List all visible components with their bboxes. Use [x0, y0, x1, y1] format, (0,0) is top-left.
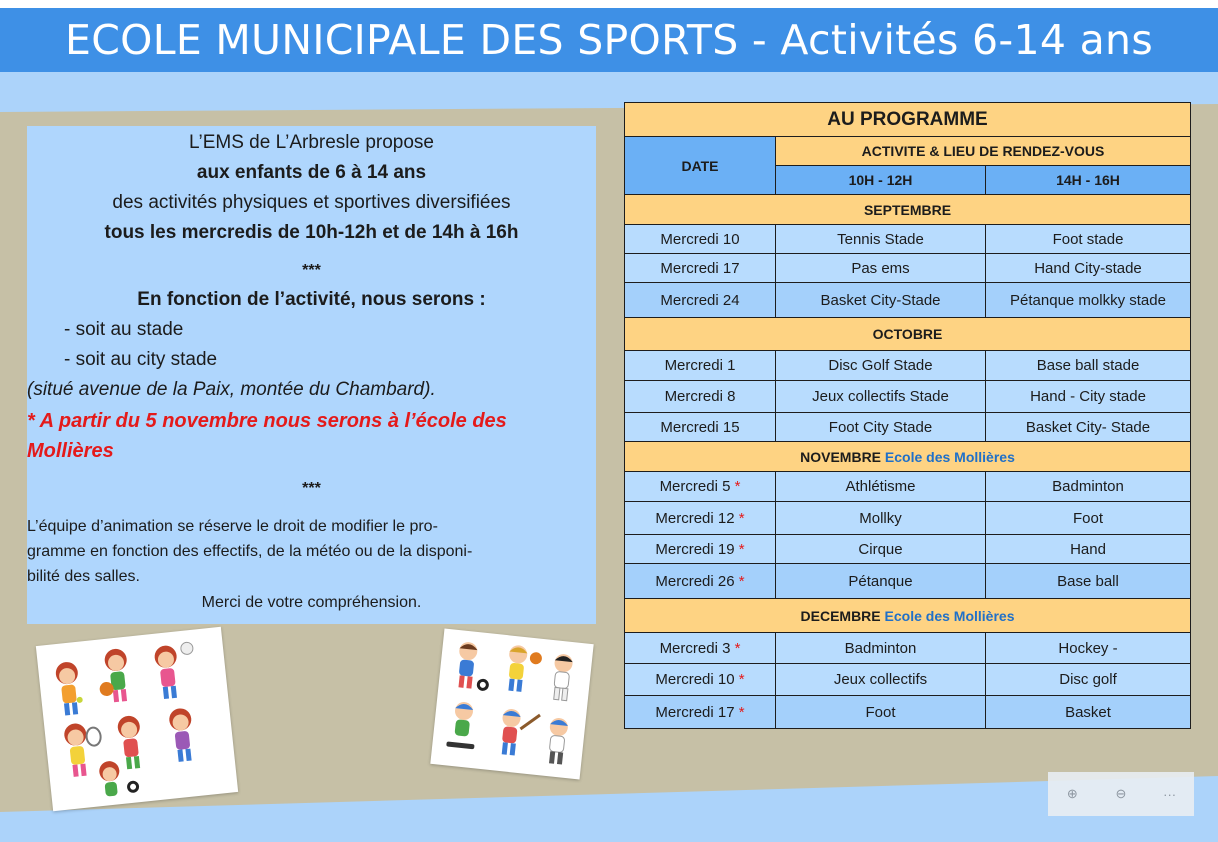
asterisk: *	[734, 478, 741, 495]
row-date	[625, 664, 776, 696]
intro-line-6: - soit au stade	[64, 319, 184, 340]
row-date-label: Mercredi 12	[655, 509, 735, 527]
girl-figure	[98, 758, 139, 797]
row-am: Pétanque	[776, 564, 986, 599]
col-date-header: DATE	[625, 137, 776, 195]
row-date: Mercredi 15	[625, 413, 776, 442]
month-name: NOVEMBRE	[800, 448, 882, 465]
girl-figure	[96, 648, 131, 704]
row-am: Foot City Stade	[776, 413, 986, 442]
girl-figure	[117, 715, 144, 770]
row-date-label: Mercredi 19	[655, 540, 735, 558]
programme-table	[624, 102, 1191, 729]
month-location: Ecole des Mollières	[884, 607, 1015, 624]
girl-figure	[55, 661, 84, 716]
col-pm-header: 14H - 16H	[986, 166, 1191, 195]
row-am: Badminton	[776, 633, 986, 664]
notice-line-1: * A partir du 5 novembre nous serons à l’école des	[27, 410, 507, 432]
row-date-label: Mercredi 3	[659, 639, 731, 657]
intro-line-3: des activités physiques et sportives diversifiées	[112, 192, 511, 213]
row-pm: Badminton	[986, 472, 1191, 502]
row-date: Mercredi 1	[625, 351, 776, 381]
row-am: Jeux collectifs	[776, 664, 986, 696]
col-activity-header: ACTIVITE & LIEU DE RENDEZ-VOUS	[776, 137, 1191, 166]
boy-figure	[505, 644, 543, 693]
row-date-label: Mercredi 17	[655, 703, 735, 721]
boy-figure	[546, 717, 569, 765]
row-date-label: Mercredi 10	[655, 671, 735, 688]
more-options-icon[interactable]: ···	[1163, 786, 1177, 802]
row-am: Pas ems	[776, 254, 986, 283]
month-header-december	[625, 599, 1191, 633]
intro-line-5: En fonction de l’activité, nous serons :	[137, 289, 486, 310]
row-am: Basket City-Stade	[776, 283, 986, 318]
month-name: SEPTEMBRE	[863, 201, 952, 218]
intro-line-7: - soit au city stade	[64, 349, 218, 370]
note-line-3: bilité des salles.	[27, 568, 140, 585]
row-date-label: Mercredi 5	[659, 478, 731, 495]
row-date: Mercredi 8	[625, 381, 776, 413]
intro-line-8: (situé avenue de la Paix, montée du Chambard).	[27, 379, 436, 400]
asterisk: *	[738, 703, 745, 721]
month-header-september	[625, 195, 1191, 225]
row-pm: Hockey -	[986, 633, 1191, 664]
row-pm: Basket City- Stade	[986, 413, 1191, 442]
row-am: Athlétisme	[776, 472, 986, 502]
girl-figure	[63, 721, 104, 777]
month-name: DECEMBRE	[800, 607, 881, 624]
note-line-1: L’équipe d’animation se réserve le droit de modifier le pro-	[27, 518, 438, 535]
row-date-label: Mercredi 26	[655, 572, 735, 590]
info-card	[27, 126, 596, 624]
note-line-4: Merci de votre compréhension.	[201, 594, 422, 611]
row-am: Jeux collectifs Stade	[776, 381, 986, 413]
boys-sports-clipart	[430, 629, 593, 780]
row-date	[625, 564, 776, 599]
row-date: Mercredi 10	[625, 225, 776, 254]
girls-sports-clipart	[36, 627, 238, 812]
row-am: Disc Golf Stade	[776, 351, 986, 381]
asterisk: *	[738, 671, 745, 688]
month-location: Ecole des Mollières	[884, 448, 1015, 465]
asterisk: *	[734, 639, 741, 657]
row-date	[625, 633, 776, 664]
note-line-2: gramme en fonction des effectifs, de la météo ou de la disponi-	[27, 543, 473, 560]
row-pm: Hand	[986, 535, 1191, 564]
row-am: Tennis Stade	[776, 225, 986, 254]
col-am-header: 10H - 12H	[776, 166, 986, 195]
boy-figure	[551, 653, 574, 701]
row-pm: Pétanque molkky stade	[986, 283, 1191, 318]
separator-2: ***	[302, 480, 321, 497]
row-am: Foot	[776, 696, 986, 729]
notice-line-2: Mollières	[27, 440, 114, 462]
row-pm: Foot	[986, 502, 1191, 535]
zoom-toolbar	[1048, 772, 1194, 816]
boy-figure	[455, 641, 493, 691]
row-date	[625, 502, 776, 535]
row-date	[625, 472, 776, 502]
row-pm: Basket	[986, 696, 1191, 729]
row-pm: Base ball stade	[986, 351, 1191, 381]
asterisk: *	[738, 509, 745, 527]
row-date	[625, 696, 776, 729]
girl-figure	[168, 707, 195, 762]
month-name: OCTOBRE	[872, 326, 943, 342]
asterisk: *	[738, 540, 745, 558]
intro-line-1: L’EMS de L’Arbresle propose	[188, 132, 435, 153]
row-pm: Base ball	[986, 564, 1191, 599]
row-pm: Disc golf	[986, 664, 1191, 696]
row-am: Cirque	[776, 535, 986, 564]
row-pm: Hand City-stade	[986, 254, 1191, 283]
asterisk: *	[738, 572, 745, 590]
boy-figure	[499, 708, 541, 758]
row-date: Mercredi 24	[625, 283, 776, 318]
intro-line-4: tous les mercredis de 10h-12h et de 14h à 16h	[104, 222, 519, 243]
page-title: ECOLE MUNICIPALE DES SPORTS - Activités 6-14 ans	[64, 16, 1153, 64]
row-am: Mollky	[776, 502, 986, 535]
row-pm: Hand - City stade	[986, 381, 1191, 413]
zoom-out-icon[interactable]: ⊖	[1115, 786, 1127, 801]
row-date: Mercredi 17	[625, 254, 776, 283]
month-header-november	[625, 442, 1191, 472]
intro-line-2: aux enfants de 6 à 14 ans	[196, 162, 427, 183]
zoom-in-icon[interactable]: ⊕	[1066, 786, 1078, 801]
boy-figure	[446, 701, 479, 750]
row-date	[625, 535, 776, 564]
row-pm: Foot stade	[986, 225, 1191, 254]
girl-figure	[153, 642, 197, 700]
month-header-october	[625, 318, 1191, 351]
separator-1: ***	[302, 262, 321, 279]
page-title-bar	[0, 8, 1218, 72]
table-title: AU PROGRAMME	[625, 103, 1191, 137]
